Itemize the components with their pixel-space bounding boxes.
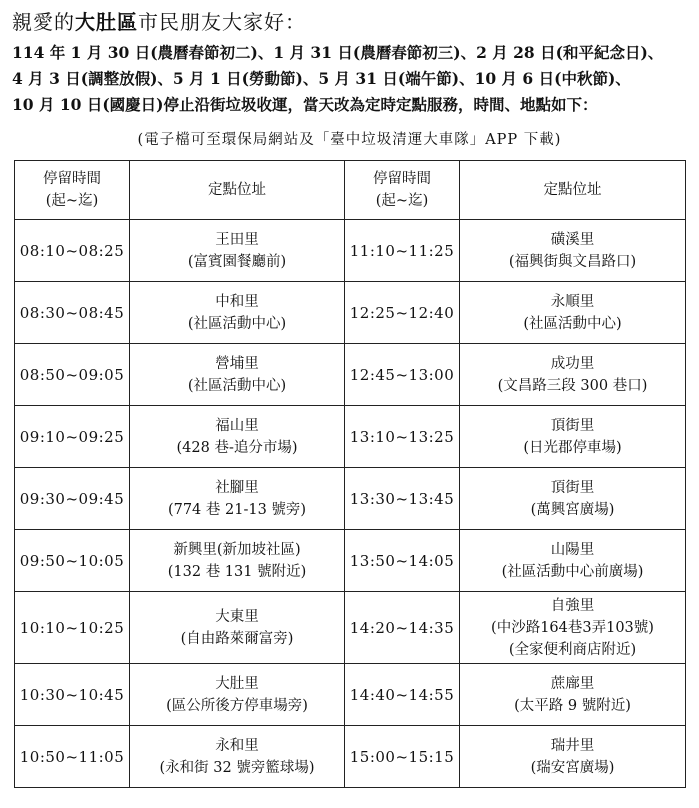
location-cell	[460, 344, 686, 406]
location-detail: (文昌路三段 300 巷口)	[497, 377, 648, 394]
location-cell	[460, 726, 686, 788]
location-detail: (太平路 9 號附近)	[514, 697, 631, 714]
header-time: 停留時間 (起~迄)	[15, 161, 130, 220]
holiday-notice	[12, 40, 692, 118]
location-detail: (自由路萊爾富旁)	[180, 630, 294, 647]
header-location: 定點位址	[460, 161, 686, 220]
time-cell: 14:20~14:35	[345, 592, 460, 664]
header-time: 停留時間 (起~迄)	[345, 161, 460, 220]
time-cell: 11:10~11:25	[345, 220, 460, 282]
location-cell	[130, 468, 345, 530]
village-name: 蔗廍里	[550, 675, 595, 692]
location-cell	[460, 468, 686, 530]
location-detail: (774 巷 21-13 號旁)	[167, 501, 307, 518]
time-cell: 12:45~13:00	[345, 344, 460, 406]
location-cell	[130, 530, 345, 592]
location-cell	[130, 664, 345, 726]
village-name: 社腳里	[215, 479, 259, 496]
location-detail: (社區活動中心)	[523, 315, 622, 332]
village-name: 大東里	[215, 608, 259, 625]
location-detail: (日光郡停車場)	[523, 439, 622, 456]
location-detail: (區公所後方停車場旁)	[166, 697, 308, 714]
time-cell: 10:10~10:25	[15, 592, 130, 664]
village-name: 頂街里	[550, 417, 595, 434]
village-name: 大肚里	[215, 675, 259, 692]
table-row	[15, 406, 686, 468]
location-cell	[460, 220, 686, 282]
table-header-row	[15, 161, 686, 220]
table-row	[15, 220, 686, 282]
location-detail: (全家便利商店附近)	[508, 641, 637, 658]
greeting-district: 大肚區	[75, 10, 138, 34]
schedule-body	[15, 220, 686, 788]
location-detail: (福興街與文昌路口)	[508, 253, 637, 270]
village-name: 瑞井里	[550, 737, 595, 754]
time-cell: 13:30~13:45	[345, 468, 460, 530]
time-cell: 10:30~10:45	[15, 664, 130, 726]
location-detail: (瑞安宮廣場)	[530, 759, 615, 776]
village-name: 營埔里	[215, 355, 259, 372]
village-name: 磺溪里	[550, 231, 595, 248]
time-cell: 08:10~08:25	[15, 220, 130, 282]
location-detail: (社區活動中心)	[187, 377, 287, 394]
time-cell: 15:00~15:15	[345, 726, 460, 788]
village-name: 自強里	[550, 597, 595, 614]
village-name: 永和里	[215, 737, 259, 754]
location-cell	[460, 406, 686, 468]
time-cell: 10:50~11:05	[15, 726, 130, 788]
location-cell	[460, 530, 686, 592]
time-cell: 08:50~09:05	[15, 344, 130, 406]
notice-line: 10 月 10 日(國慶日)停止沿街垃圾收運，當天改為定時定點服務，時間、地點如下：	[12, 95, 598, 114]
location-detail: (萬興宮廣場)	[530, 501, 615, 518]
location-detail: (428 巷-追分市場)	[176, 439, 298, 456]
download-note: (電子檔可至環保局網站及「臺中垃圾清運大車隊」APP 下載)	[137, 132, 562, 148]
notice-line: 114 年 1 月 30 日(農曆春節初二)、1 月 31 日(農曆春節初三)、2 月 28 日(和平紀念日)、	[12, 43, 664, 62]
greeting-suffix: 市民朋友大家好：	[138, 10, 306, 34]
table-row	[15, 726, 686, 788]
time-cell: 12:25~12:40	[345, 282, 460, 344]
table-row	[15, 344, 686, 406]
location-cell	[130, 344, 345, 406]
header-location: 定點位址	[130, 161, 345, 220]
village-name: 中和里	[215, 293, 259, 310]
location-cell	[130, 282, 345, 344]
location-cell	[130, 726, 345, 788]
village-name: 王田里	[215, 231, 259, 248]
table-row	[15, 530, 686, 592]
table-row	[15, 282, 686, 344]
time-cell: 09:10~09:25	[15, 406, 130, 468]
schedule-table	[14, 160, 686, 788]
location-cell	[130, 592, 345, 664]
time-cell: 14:40~14:55	[345, 664, 460, 726]
location-detail: (社區活動中心前廣場)	[501, 563, 644, 580]
location-detail: (132 巷 131 號附近)	[167, 563, 307, 580]
notice-line: 4 月 3 日(調整放假)、5 月 1 日(勞動節)、5 月 31 日(端午節)、10 月 6 日(中秋節)、	[12, 69, 631, 88]
greeting-heading	[12, 6, 306, 35]
location-cell	[130, 406, 345, 468]
time-cell: 13:50~14:05	[345, 530, 460, 592]
location-cell	[460, 592, 686, 664]
table-row	[15, 468, 686, 530]
location-detail: (社區活動中心)	[187, 315, 287, 332]
time-cell: 09:50~10:05	[15, 530, 130, 592]
location-cell	[130, 220, 345, 282]
location-detail: (富賓園餐廳前)	[187, 253, 287, 270]
time-cell: 13:10~13:25	[345, 406, 460, 468]
location-cell	[460, 282, 686, 344]
time-cell: 08:30~08:45	[15, 282, 130, 344]
greeting-prefix: 親愛的	[12, 10, 75, 34]
table-row	[15, 664, 686, 726]
village-name: 成功里	[550, 355, 595, 372]
location-cell	[460, 664, 686, 726]
village-name: 永順里	[550, 293, 595, 310]
village-name: 頂街里	[550, 479, 595, 496]
village-name: 福山里	[215, 417, 259, 434]
time-cell: 09:30~09:45	[15, 468, 130, 530]
village-name: 山陽里	[550, 541, 595, 558]
table-row	[15, 592, 686, 664]
location-detail: (永和街 32 號旁籃球場)	[159, 759, 315, 776]
location-detail: (中沙路164巷3弄103號)	[491, 619, 654, 636]
village-name: 新興里(新加坡社區)	[173, 541, 301, 558]
